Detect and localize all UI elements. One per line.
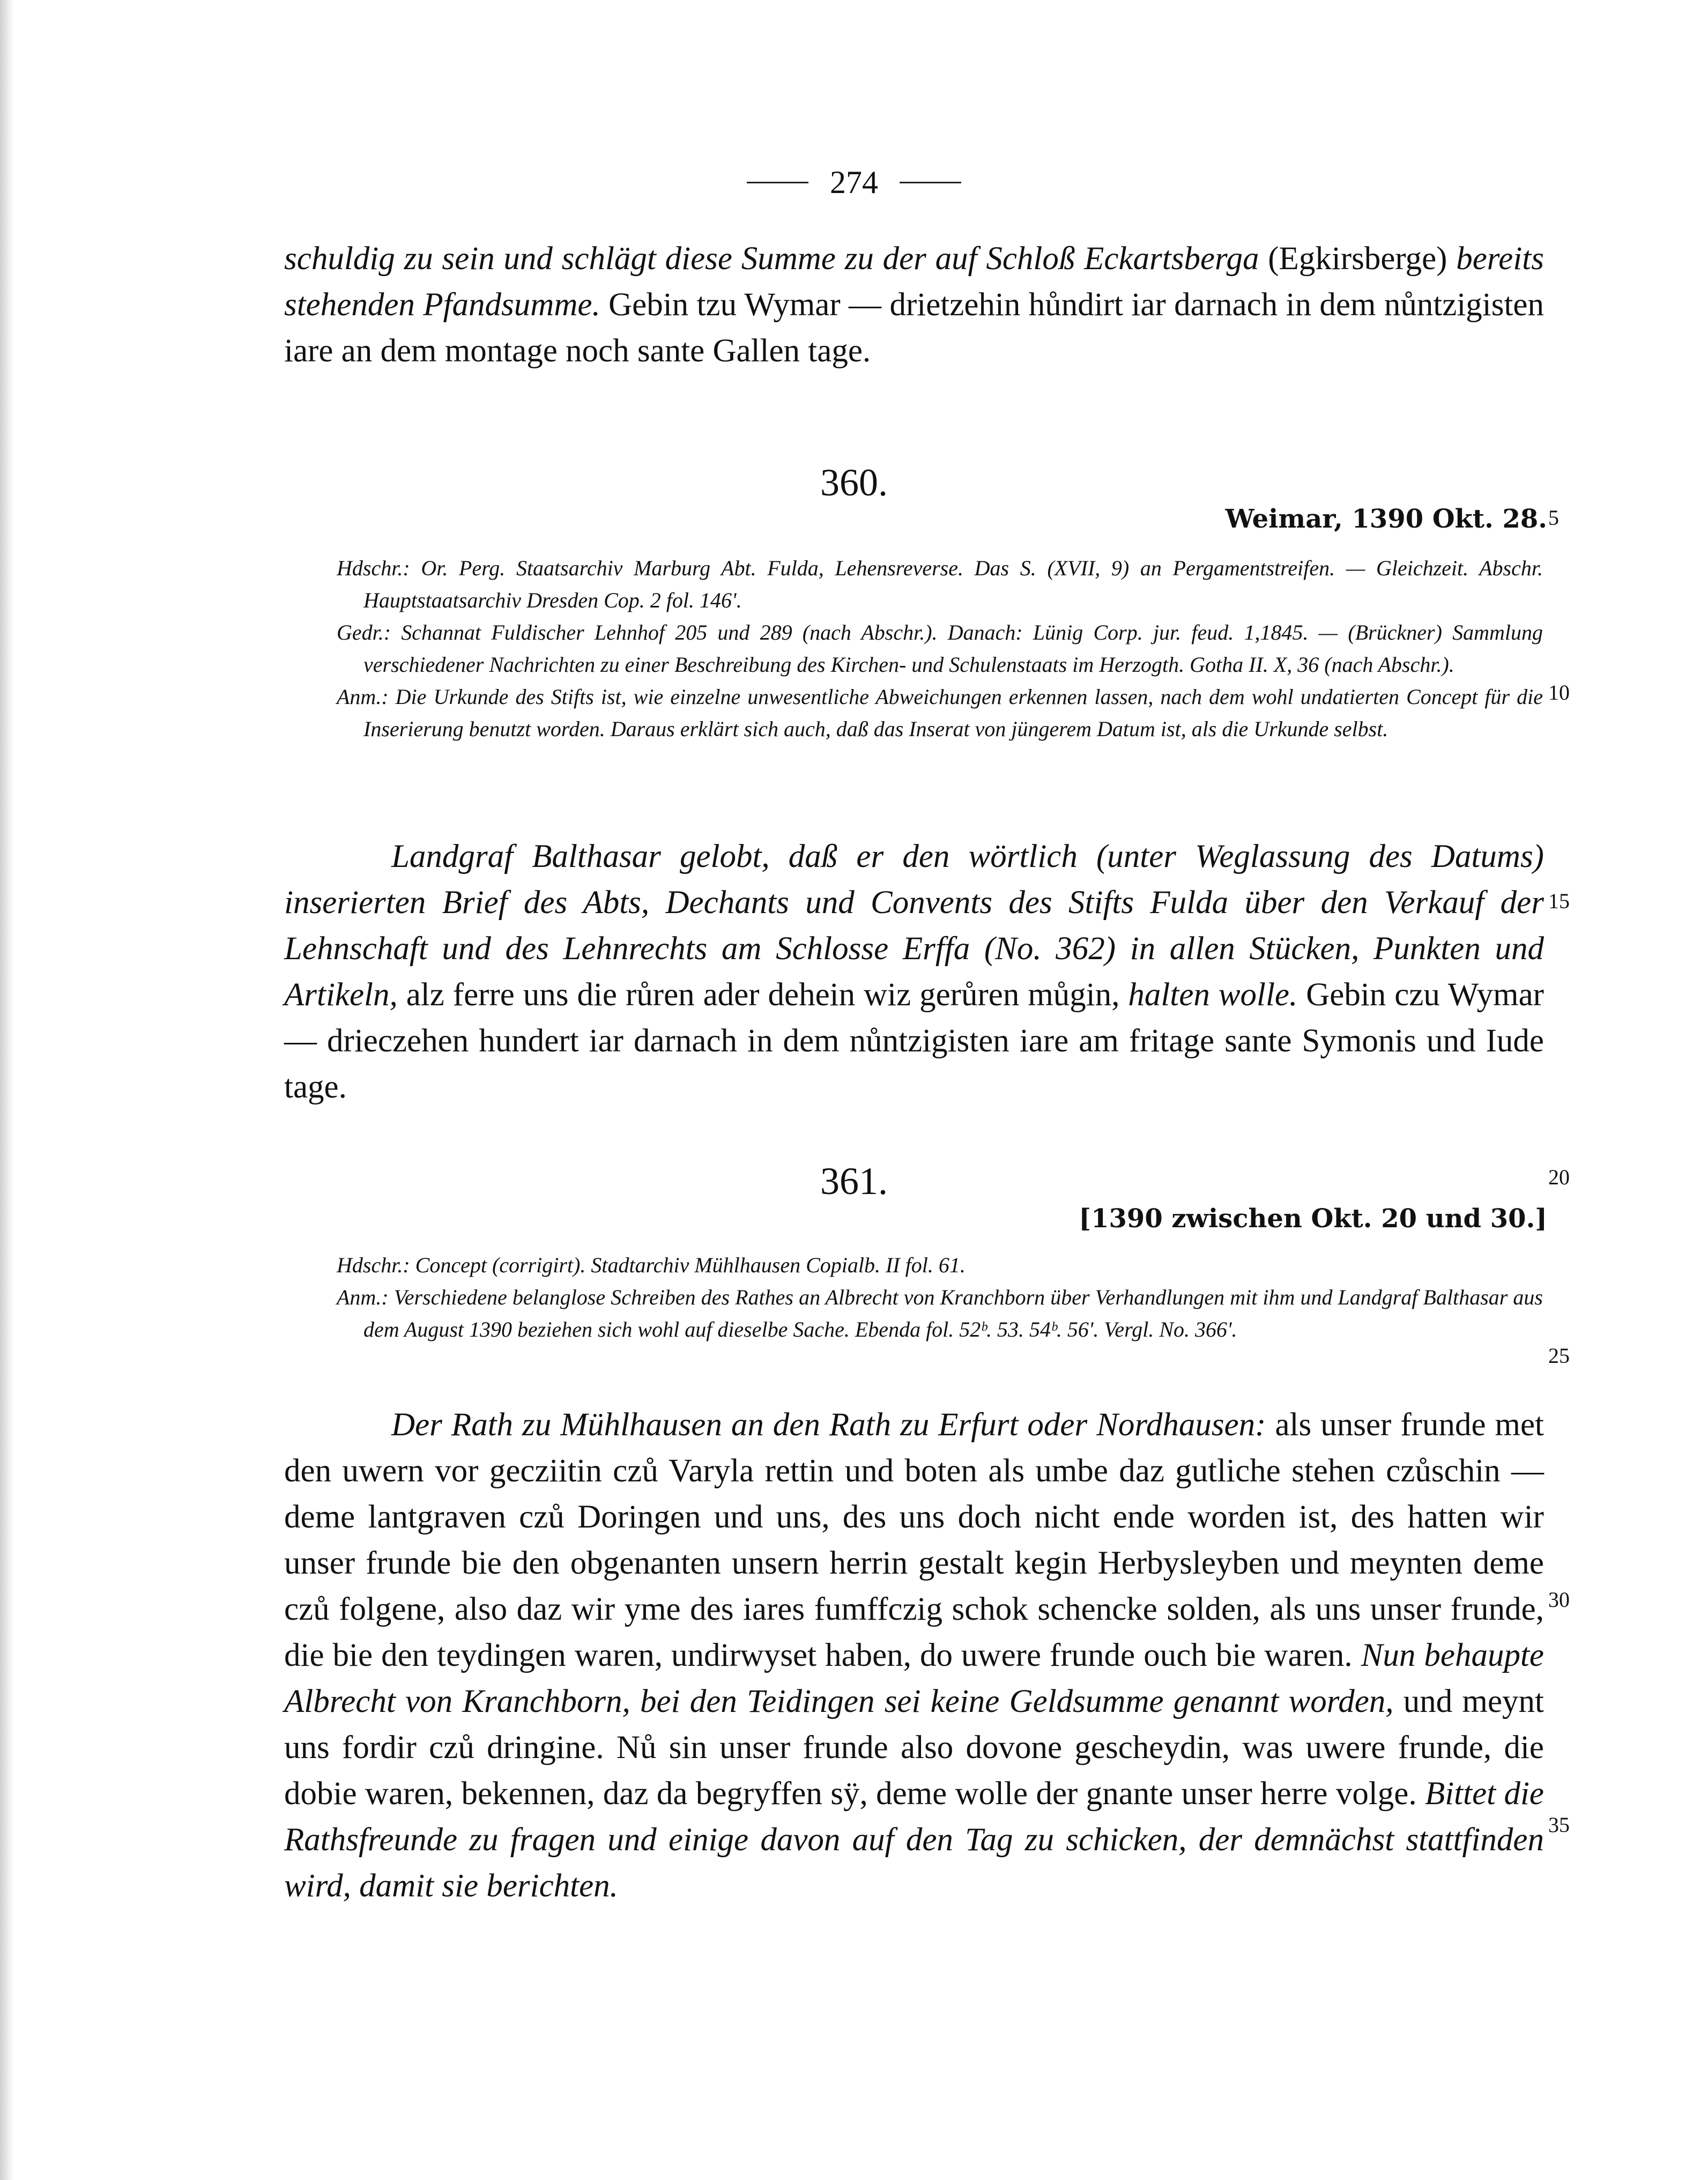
doc-361-notes (337, 1249, 1543, 1346)
note-hdschr: Hdschr.: Or. Perg. Staatsarchiv Marburg Abt. Fulda, Lehensreverse. Das S. (XVII, 9) an Pergamentstreifen. — Gleichzeit. Abschr. Hauptstaatsarchiv Dresden Cop. 2 fol. 146'. (337, 556, 1543, 612)
margin-line-number: 25 (1548, 1344, 1570, 1368)
text-run: Gebin czu Wymar — drieczehen hundert iar darnach in dem nůntzigisten iare am fritage sante Symonis und Iude tage. (284, 977, 1544, 1105)
doc-360-dateline: Weimar, 1390 Okt. 28. (1225, 504, 1547, 534)
text-run: und meynt uns fordir czů dringine. Nů sin unser frunde also dovone gescheydin, was uwere frunde, die dobie waren, bekennen, daz da begryffen sÿ, deme wolle der gnante unser herre volge. (284, 1684, 1544, 1812)
text-run: Gebin tzu Wymar — drietzehin hůndirt iar darnach in dem nůntzigisten iare an dem montage noch sante Gallen tage. (284, 287, 1544, 369)
margin-line-number: 20 (1548, 1165, 1570, 1189)
margin-line-number: 10 (1548, 680, 1570, 705)
doc-360-number: 360. (820, 461, 888, 504)
text-run: (Egkirsberge) (1259, 241, 1457, 277)
header-rule-left (747, 182, 808, 183)
margin-line-number: 35 (1548, 1813, 1570, 1837)
note-anm: Anm.: Verschiedene belanglose Schreiben des Rathes an Albrecht von Kranchborn über Verhandlungen mit ihm und Landgraf Balthasar aus dem August 1390 beziehen sich wohl auf dieselbe Sache. Ebenda fol. 52ᵇ. 53. 54ᵇ. 56'. Vergl. No. 366'. (337, 1285, 1543, 1341)
margin-line-number: 30 (1548, 1588, 1570, 1612)
text-run: alz ferre uns die růren ader dehein wiz gerůren můgin, (397, 977, 1128, 1013)
doc-361-dateline: [1390 zwischen Okt. 20 und 30.] (1079, 1204, 1547, 1234)
text-run: Der Rath zu Mühlhausen an den Rath zu Erfurt oder Nordhausen: (391, 1407, 1266, 1443)
doc-360-text (284, 834, 1544, 1110)
scan-edge (0, 0, 14, 2180)
text-run: schuldig zu sein und schlägt diese Summe zu der auf Schloß Eckartsberga (284, 241, 1259, 277)
top-paragraph (284, 236, 1544, 374)
page-number: 274 (830, 164, 878, 200)
margin-line-number: 15 (1548, 889, 1570, 913)
note-anm: Anm.: Die Urkunde des Stifts ist, wie einzelne unwesentliche Abweichungen erkennen lassen, nach dem wohl undatierten Concept für die Inserierung benutzt worden. Daraus erklärt sich auch, daß das Inserat von jüngerem Datum ist, als die Urkunde selbst. (337, 685, 1543, 741)
doc-360-text-block (284, 834, 1544, 1110)
text-run: halten wolle. (1128, 977, 1298, 1013)
text-run: bereits stehenden Pfandsumme. (284, 241, 1544, 323)
text-run: Landgraf Balthasar gelobt, daß er den wörtlich (unter Weglassung des Datums) inserierten Brief des Abts, Dechants und Convents des Stifts Fulda über den Verkauf der Lehnschaft und des Lehnrechts am Schlosse Erffa (No. 362) in allen Stücken, Punkten und Artikeln, (284, 839, 1544, 1013)
text-run: Bittet die Rathsfreunde zu fragen und einige davon auf den Tag zu schicken, der demnächst stattfinden wird, damit sie berichten. (284, 1776, 1544, 1904)
top-paragraph-block (284, 236, 1544, 374)
doc-361-text-block (284, 1402, 1544, 1909)
doc-360-notes (337, 552, 1543, 745)
note-hdschr: Hdschr.: Concept (corrigirt). Stadtarchiv Mühlhausen Copialb. II fol. 61. (337, 1253, 966, 1277)
doc-361-text (284, 1402, 1544, 1909)
text-run: als unser frunde met den uwern vor gecziitin czů Varyla rettin und boten als umbe daz gutliche stehen czůschin — deme lantgraven czů Doringen und uns, des uns doch nicht ende worden ist, des hatten wir unser frunde bie den obgenanten unsern herrin gestalt kegin Herbysleyben und meynten deme czů folgene, also daz wir yme des iares fumffczig schok schencke solden, als uns unser frunde, die bie den teydingen waren, undirwyset haben, do uwere frunde ouch bie waren. (284, 1407, 1544, 1673)
margin-line-number: 5 (1548, 506, 1559, 530)
header-rule-right (900, 182, 961, 183)
page-header (0, 161, 1708, 204)
note-gedr: Gedr.: Schannat Fuldischer Lehnhof 205 und 289 (nach Abschr.). Danach: Lünig Corp. jur. feud. 1,1845. — (Brückner) Sammlung verschiedener Nachrichten zu einer Beschreibung des Kirchen- und Schulenstaats im Herzogth. Gotha II. X, 36 (nach Abschr.). (337, 620, 1543, 677)
doc-361-number: 361. (820, 1160, 888, 1203)
text-run: Nun behaupte Albrecht von Kranchborn, bei den Teidingen sei keine Geldsumme genannt worden, (284, 1637, 1544, 1719)
